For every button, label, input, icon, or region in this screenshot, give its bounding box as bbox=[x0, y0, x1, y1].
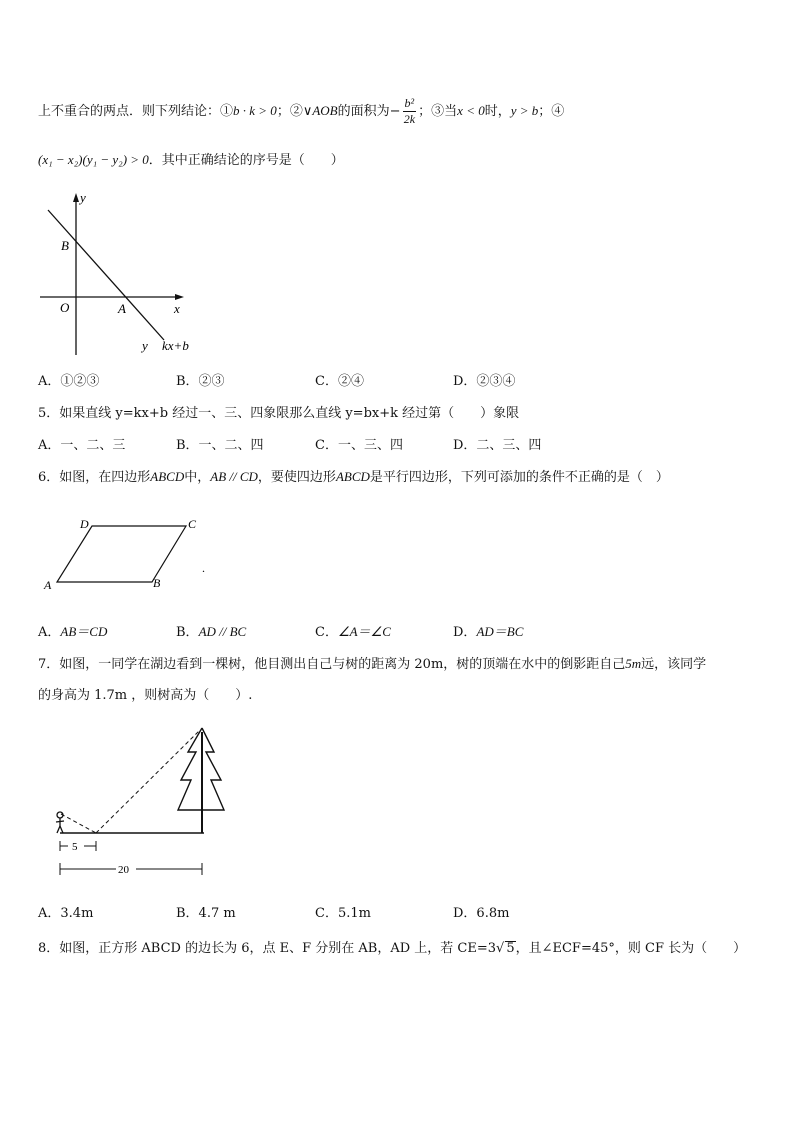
q6-parallel: AB // CD bbox=[210, 469, 258, 484]
q8-end: ，且∠ECF=45°，则 CF 长为（ ） bbox=[515, 941, 747, 956]
q8-sqrt-value: 5 bbox=[506, 941, 515, 956]
y-axis-arrow-icon bbox=[73, 193, 79, 202]
q5-option-a: A．一、二、三 bbox=[38, 438, 126, 453]
q4-mid1: ；② bbox=[276, 104, 303, 119]
q4-expr-bk: b · k > 0 bbox=[233, 103, 277, 118]
eye-to-reflection-line bbox=[61, 814, 96, 833]
q6-quad: ABCD bbox=[150, 469, 185, 484]
q8-pre: 8．如图，正方形 ABCD 的边长为 6，点 E、F 分别在 AB，AD 上，若 CE=3 bbox=[38, 941, 497, 956]
q4-option-d: D．②③④ bbox=[453, 374, 516, 389]
dim-20-label: 20 bbox=[118, 864, 129, 876]
q6-option-a-label: A． bbox=[38, 625, 61, 640]
q6-quad2: ABCD bbox=[335, 469, 370, 484]
stray-dot: . bbox=[202, 561, 205, 575]
point-b-label: B bbox=[61, 238, 69, 253]
q4-mid2: 的面积为 bbox=[337, 104, 390, 119]
q4-tri-label: AOB bbox=[312, 103, 338, 118]
vertex-a-label: A bbox=[44, 578, 52, 592]
vertex-b-label: B bbox=[153, 576, 161, 590]
origin-label: O bbox=[60, 300, 70, 315]
q6-option-a bbox=[38, 623, 107, 642]
q6-option-b-label: B． bbox=[176, 625, 199, 640]
x-axis-label: x bbox=[174, 301, 180, 316]
q4-fraction bbox=[403, 96, 417, 127]
q7-line1-pre: 7．如图，一同学在湖边看到一棵树，他目测出自己与树的距离为 20m，树的顶端在水中的倒影距自己 bbox=[38, 657, 626, 672]
line-kx-plus-b bbox=[48, 210, 164, 340]
q6-option-d-expr: AD＝BC bbox=[476, 624, 524, 639]
parallelogram-shape bbox=[57, 526, 186, 582]
vertex-d-label: D bbox=[80, 517, 89, 531]
q7-option-a: A．3.4m bbox=[38, 906, 94, 921]
q4-option-b: B．②③ bbox=[176, 374, 225, 389]
q6-parallelogram bbox=[40, 512, 220, 594]
q6-option-b bbox=[176, 623, 246, 642]
q4-line2-text: ．其中正确结论的序号是（ ） bbox=[148, 153, 344, 168]
q4-minus: − bbox=[389, 104, 401, 119]
q7-option-d: D．6.8m bbox=[453, 906, 510, 921]
q4-mid4: 时， bbox=[484, 104, 511, 119]
q7-line2: 的身高为 1.7m ，则树高为（ ）. bbox=[38, 688, 253, 703]
q4-frac-den: 2k bbox=[403, 112, 416, 126]
y-axis-label: y bbox=[80, 190, 86, 205]
q5-option-b: B．一、二、四 bbox=[176, 438, 264, 453]
vertex-c-label: C bbox=[188, 517, 197, 531]
point-a-label: A bbox=[118, 301, 126, 316]
q7-option-b: B．4.7 m bbox=[176, 906, 236, 921]
q7-line1 bbox=[38, 655, 706, 674]
q4-line1 bbox=[38, 96, 564, 127]
reflection-to-treetop-line bbox=[96, 730, 200, 833]
q6-option-c bbox=[315, 623, 391, 642]
q7-option-c: C．5.1m bbox=[315, 906, 371, 921]
q4-end: ；④ bbox=[538, 104, 565, 119]
q6-pre: 6．如图，在四边形 bbox=[38, 470, 151, 485]
q6-option-c-label: C． bbox=[315, 625, 338, 640]
q6-option-d bbox=[453, 623, 523, 642]
q6-option-b-expr: AD // BC bbox=[198, 624, 247, 639]
q4-cond: x < 0 bbox=[457, 103, 485, 118]
q6-option-d-label: D． bbox=[453, 625, 477, 640]
dim-5-label: 5 bbox=[72, 841, 78, 853]
equation-rhs-label: kx+b bbox=[162, 338, 189, 353]
q6-end: 是平行四边形，下列可添加的条件不正确的是（ ） bbox=[369, 470, 669, 485]
x-axis-arrow-icon bbox=[175, 294, 184, 300]
triangle-icon: ∨ bbox=[302, 104, 313, 119]
q4-line2 bbox=[38, 151, 344, 170]
q5-question: 5．如果直线 y=kx+b 经过一、三、四象限那么直线 y=bx+k 经过第（ ）象限 bbox=[38, 406, 520, 421]
q4-mid3: ；③当 bbox=[418, 104, 458, 119]
q5-option-c: C．一、三、四 bbox=[315, 438, 403, 453]
q5-option-d: D．二、三、四 bbox=[453, 438, 542, 453]
q4-frac-num: b² bbox=[404, 96, 415, 110]
q6-option-a-expr: AB＝CD bbox=[60, 624, 108, 639]
equation-y-label: y bbox=[142, 338, 148, 353]
sqrt-icon: √ bbox=[496, 941, 505, 956]
q7-line1-end: 远，该同学 bbox=[641, 657, 707, 672]
q7-line1-val: 5m bbox=[625, 656, 642, 671]
q4-linear-graph bbox=[36, 190, 206, 360]
q6-question bbox=[38, 468, 669, 487]
q4-option-a: A．①②③ bbox=[38, 374, 100, 389]
q4-line1-pre: 上不重合的两点．则下列结论：① bbox=[38, 104, 234, 119]
q6-option-c-expr: ∠A＝∠C bbox=[337, 624, 391, 639]
q4-option-c: C．②④ bbox=[315, 374, 364, 389]
q7-tree-figure bbox=[48, 722, 228, 882]
q6-mid2: ，要使四边形 bbox=[257, 470, 336, 485]
q6-mid: 中， bbox=[184, 470, 211, 485]
q4-res: y > b bbox=[510, 103, 539, 118]
q8-question bbox=[38, 940, 746, 958]
q4-line2-expr: (x₁ − x₂)(y₁ − y₂) > 0 bbox=[38, 152, 149, 167]
